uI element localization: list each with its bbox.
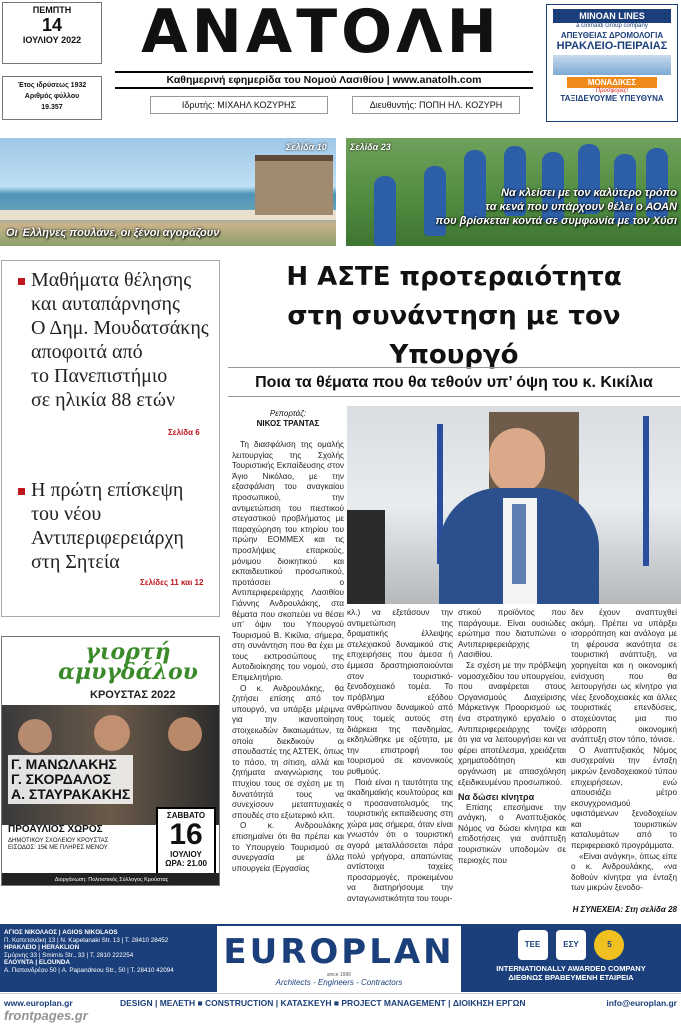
office-line: Α. Παπανδρέου 50 | A. Papandreou Str., 50 | T. 28410 42094 xyxy=(4,966,174,974)
player-figure xyxy=(374,176,396,246)
poster-date-month: ΙΟΥΛΙΟΥ xyxy=(170,850,202,859)
article-paragraph: Ο Αναπτυξιακός Νόμος συσχεραίνει την ένταξη μικρών ξενοδοχειακού τύπου επιχειρήσεων, ενώ απουσιάζει μέτρο εκσυγχρονισμού υφιστάμενων ξενοδοχείων και τουριστικών καταλυμάτων από το περιφερειακό προγράμματα. xyxy=(571,745,677,851)
poster-organizer: Διοργάνωση: Πολιτιστικός Σύλλογος Κρούστας xyxy=(2,873,220,886)
award-badge: ΕΣΥ xyxy=(556,930,586,960)
side1-line-text: Μαθήματα θέλησης xyxy=(31,269,192,291)
side1-line xyxy=(18,268,214,292)
poster-date-num: 16 xyxy=(169,818,203,851)
minoan-line4: Προσφορές! xyxy=(595,88,629,94)
villa-image xyxy=(255,155,333,215)
poster-year: ΚΡΟΥΣΤΑΣ 2022 xyxy=(90,689,176,701)
poster-name: Γ. ΣΚΟΡΔΑΛΟΣ xyxy=(11,771,112,787)
office-line: Σμύρνης 33 | Smirnis Str., 33 | T. 2810 222254 xyxy=(4,951,134,959)
reporter-name: ΝΙΚΟΣ ΤΡΑΝΤΑΣ xyxy=(256,419,320,428)
europlan-website-link[interactable]: www.europlan.gr xyxy=(4,998,73,1008)
article-paragraph: δεν έχουν αναπτυχθεί ακόμη. Πρέπει να υπάρξει ισορρόπηση και ανάλογα με τη φέρουσα ικανότητα σε τουριστική ανάπτυξη, να χορηγείται και η οικονομική ενίσχυση που θα λειτουργήσει ως κίνητρο για νέες ξενοδοχειακές και άλλες τουριστικές επενδύσεις, στοχεύοντας μια πιο ισόρροπη οικονομική ανάπτυξη στον τόπο, τόνισε. xyxy=(571,608,677,745)
day-number: 14 xyxy=(41,15,63,35)
minoan-lines-ad[interactable] xyxy=(546,4,678,122)
poster-date-day: ΣΑΒΒΑΤΟ xyxy=(166,811,206,820)
poster-venue: ΠΡΟΑΥΛΙΟΣ ΧΩΡΟΣ xyxy=(8,824,103,835)
poster-venue-line: ΔΗΜΟΤΙΚΟΥ ΣΧΟΛΕΙΟΥ ΚΡΟΥΣΤΑΣ xyxy=(8,838,109,844)
monitor-image xyxy=(347,510,385,604)
poster-name: Γ. ΜΑΝΩΛΑΚΗΣ xyxy=(11,756,117,772)
poster-title-line: γιορτή xyxy=(85,639,171,665)
teaser2-caption-line: που βρίσκεται κοντά σε συμφωνία με τον Χύσι xyxy=(435,215,677,227)
article-paragraph: Ποιά είναι η ταυτότητα της ακαδημαϊκής κουλτούρας και ο προσανατολισμός της τουριστικής εκπαίδευσης στη χώρα μας σήμερα, όταν είναι γνωστόν ότι ο τουριστική αγορά μεταλλάσσεται πάρα πολύ γρήγορα, απαιτώντας αντίστοιχα ταχείες προσαρμογές, προκειμένου να διατηρήσουμε την ανταγωνιστικότητα του τουρι- xyxy=(347,777,453,904)
teaser2-page: Σελίδα 23 xyxy=(350,142,391,152)
side2-line-text: Η πρώτη επίσκεψη xyxy=(31,479,184,501)
minoan-line3: ΜΟΝΑΔΙΚΕΣ xyxy=(567,77,657,88)
poster-date-box xyxy=(156,807,216,875)
europlan-logo xyxy=(218,926,460,992)
flag-icon xyxy=(643,416,649,566)
office-line: ΑΓΙΟΣ ΝΙΚΟΛΑΟΣ | AGIOS NIKOLAOS xyxy=(4,929,118,936)
article-paragraph: «Είναι ανάγκη», όπως είπε ο κ. Ανδρουλάκης, «να δοθούν κίνητρα για ένταξη των μικρών ξενοδο- xyxy=(571,851,677,893)
teaser2-caption xyxy=(435,186,677,228)
award-badges xyxy=(461,926,681,964)
issue-info-box xyxy=(2,76,102,120)
month-year: ΙΟΥΛΙΟΥ 2022 xyxy=(22,35,82,45)
minister-photo xyxy=(347,406,681,604)
article-column-1 xyxy=(232,440,344,874)
founder-label: Ιδρυτής: ΜΙΧΑΗΛ ΚΟΖΥΡΗΣ xyxy=(150,96,328,114)
minoan-logo: MINOAN LINES xyxy=(553,9,671,23)
masthead-title: ΑΝΑΤΟΛΗ xyxy=(141,0,501,67)
teaser1-caption: Οι Έλληνες πουλάνε, οι ξένοι αγοράζουν xyxy=(6,227,220,239)
bullet-icon xyxy=(18,278,25,285)
minoan-line2: ΗΡΑΚΛΕΙΟ-ΠΕΙΡΑΙΑΣ xyxy=(556,40,668,52)
europlan-accent: Architects - Engineers - Contractors xyxy=(275,978,403,987)
article-paragraph: Επίσης επεσήμανε την ανάγκη, ο Αναπτυξιακός Νόμος να δώσει κίνητρα και επιδοτήσεις για ανάπτυξη τουριστικών υποδομών σε περιοχές που xyxy=(458,802,566,865)
poster-title-line: αμυγδάλου xyxy=(58,659,198,685)
article-column-4 xyxy=(571,608,677,894)
europlan-awards xyxy=(461,926,681,992)
teaser1-page: Σελίδα 10 xyxy=(286,142,327,152)
award-line1: INTERNATIONALLY AWARDED COMPANY xyxy=(496,964,646,973)
reporter-label: Ρεπορτάζ: xyxy=(269,409,307,418)
reporter-byline xyxy=(232,409,344,429)
date-box xyxy=(2,2,102,64)
office-line: ΕΛΟΥΝΤΑ | ELOUNDA xyxy=(4,959,71,967)
article-column-3 xyxy=(458,608,566,866)
side1-line: και αυταπάρνησης xyxy=(31,293,180,315)
award-line2: ΔΙΕΘΝΩΣ ΒΡΑΒΕΥΜΕΝΗ ΕΤΑΙΡΕΙΑ xyxy=(508,973,634,982)
musician-face xyxy=(168,717,202,751)
teaser2-caption-line: Να κλείσει με τον καλύτερο τρόπο xyxy=(501,187,677,199)
europlan-services-bar xyxy=(0,993,681,1011)
poster-name: Α. ΣΤΑΥΡΑΚΑΚΗΣ xyxy=(11,786,131,802)
award-badge: 5 xyxy=(594,930,624,960)
article-subhead: Να δώσει κίνητρα xyxy=(458,792,535,803)
europlan-services: DESIGN | ΜΕΛΕΤΗ ■ CONSTRUCTION | ΚΑΤΑΣΚΕΥΗ ■ PROJECT MANAGEMENT | ΔΙΟΙΚΗΣΗ ΕΡΓΩΝ xyxy=(120,998,526,1008)
headline-line: Η ΑΣΤΕ προτεραιότητα xyxy=(286,262,622,292)
poster-time: ΩΡΑ: 21.00 xyxy=(165,859,207,868)
continued-note[interactable]: Η ΣΥΝΕΧΕΙΑ: Στη σελίδα 28 xyxy=(572,905,677,914)
musician-face xyxy=(94,715,130,751)
founded-year: Έτος ιδρύσεως 1932 xyxy=(17,82,87,89)
office-line: ΗΡΑΚΛΕΙΟ | HERAKLION xyxy=(4,944,80,952)
side1-line: το Πανεπιστήμιο xyxy=(31,365,168,387)
side2-line: Αντιπεριφερειάρχη xyxy=(31,527,184,549)
face-image xyxy=(489,428,545,494)
side2-line xyxy=(18,478,214,502)
watermark: frontpages.gr xyxy=(4,1008,88,1023)
side2-line: στη Σητεία xyxy=(31,551,120,573)
article-paragraph: Ο κ. Ανδρουλάκης επισημαίνει ότι θα πρέπει και το Υπουργείο Τουρισμού σε συνεργασία με άλλα υπουργεία (Εργασίας xyxy=(232,821,344,873)
side-story-1[interactable] xyxy=(18,268,214,412)
main-headline[interactable] xyxy=(228,258,680,370)
europlan-email-link[interactable]: info@europlan.gr xyxy=(606,998,677,1008)
minoan-sub: a Grimaldi Group company xyxy=(576,23,648,29)
side1-line: Ο Δημ. Μουδατσάκης xyxy=(31,317,209,339)
europlan-since: since 1996 xyxy=(326,972,352,978)
europlan-offices xyxy=(0,926,217,992)
minoan-line5: ΤΑΞΙΔΕΥΟΥΜΕ ΥΠΕΥΘΥΝΑ xyxy=(560,94,664,103)
article-column-2 xyxy=(347,608,453,905)
headline-line: στη συνάντηση με τον Υπουργό xyxy=(287,301,621,370)
article-paragraph: κλ.) να εξετάσουν την αντιμετώπιση της δραματικής έλλειψης στελεχιακού δυναμικού στις επιχειρήσεις που άμεσα ή έμμεσα δραστηριοποιούνται στον τουριστικό- ξενοδοχειακό τομέα. Το πρόβλημα εξόδου ανθρώπινου δυναμικού από τους τομείς αυτούς στη διάρκεια της πανδημίας, εκδηλώθηκε με οξύτητα, με την επιστροφή του τουρισμού σε κανονικούς ρυθμούς. xyxy=(347,608,453,776)
director-label: Διευθυντής: ΠΟΠΗ ΗΛ. ΚΟΖΥΡΗ xyxy=(352,96,520,114)
almond-festival-poster[interactable] xyxy=(1,636,220,886)
side-story-2[interactable] xyxy=(18,478,214,574)
ship-image xyxy=(553,55,671,75)
article-paragraph: Σε σχέση με την πρόβλεψη νομοσχεδίου του υπουργείου, που αναφέρεται στους Οργανισμούς Διαχείρισης Μάρκετινγκ Προορισμού ως ένα στρατηγικό εργαλείο ο Αντιπεριφερειάρχης τονίζει ότι για να λειτουργήσει και να φέρει αποτέλεσμα, χρειάζεται χρηματοδότηση και οργάνωση με απασχόληση εξειδικευμένου προσωπικού. xyxy=(458,660,566,787)
side1-line: αποφοιτά από xyxy=(31,341,143,363)
article-paragraph: Ο κ. Ανδρουλάκης, θα ζητήσει επίσης από τον υπουργό, να υπάρξει μέριμνα για την ικανοποίηση στοιχειωδών δικαιωμάτων, τα οποία διεκδικούν οι σπουδαστές της ΑΣΤΕΚ, όπως το πάσο, τη σίτιση, αλλά και ζητήματα αναγνώρισης του πτυχίου τους σε σχέση με τη δυνατότητά τους να συνεχίσουν μεταπτυχιακές σπουδές στο εξωτερικό κλπ. xyxy=(232,683,344,820)
musician-face xyxy=(18,719,52,753)
article-paragraph: στικού προϊόντος που παράγουμε. Είναι ουσιώδες ερώτημα που διατυπώνει ο Αντιπεριφερειάρχης Λασιθίου. xyxy=(458,608,566,660)
poster-venue-line: ΕΙΣΟΔΟΣ: 15€ ΜΕ ΠΛΗΡΕΣ ΜΕΝΟΥ xyxy=(8,845,108,851)
europlan-brand: EUROPLAN xyxy=(223,932,455,972)
side2-line: του νέου xyxy=(31,503,102,525)
poster-venue-sub xyxy=(8,838,108,852)
side1-page: Σελίδα 6 xyxy=(168,428,200,437)
office-line: Π. Καπετανάκη 13 | Ν. Kapetanaki Str. 13 | T. 28410 28452 xyxy=(4,936,169,944)
issue-label: Αριθμός φύλλου xyxy=(24,93,80,100)
poster-names xyxy=(8,755,133,804)
weekday: ΠΕΜΠΤΗ xyxy=(32,5,72,15)
article-paragraph: Τη διασφάλιση της ομαλής λειτουργίας της Σχολής Τουριστικής Εκπαίδευσης στον Άγιο Νικόλαο, με την εξασφάλιση του αναγκαίου προσωπικού, την αντιμετώπιση του πιεστικού στεγαστικού προβλήματος με παραχώρηση του κτηρίου του πρώην ΕΟΜΜΕΧ και τις προσλήψεις επαρκούς, μόνιμου διοικητικού και εκπαιδευτικού προσωπικού, προτάσσει ο Αντιπεριφερειάρχης Λασιθίου Γιάννης Ανδρουλάκης, στα θέματα που σκοπεύει να θέσει υπ’ όψιν του Υπουργού Τουρισμού Β. Κικίλια, σήμερα, στη συνάντηση που θα έχει με τους εκπροσώπους της Αυτοδιοίκησης του νομού, στο Επιμελητήριο. xyxy=(232,440,344,683)
masthead-tagline: Καθημερινή εφημερίδα του Νομού Λασιθίου | www.anatolh.com xyxy=(115,71,533,89)
teaser2-caption-line: τα κενά που υπάρχουν θέλει ο ΑΟΑΝ xyxy=(485,201,677,213)
bullet-icon xyxy=(18,488,25,495)
minoan-line1: ΑΠΕΥΘΕΙΑΣ ΔΡΟΜΟΛΟΓΙΑ xyxy=(560,31,664,40)
tie-image xyxy=(512,504,526,584)
poster-title xyxy=(58,639,198,685)
issue-number: 19.357 xyxy=(41,104,63,111)
award-badge: ΤΕΕ xyxy=(518,930,548,960)
side1-line: σε ηλικία 88 ετών xyxy=(31,389,176,411)
side2-page: Σελίδες 11 και 12 xyxy=(140,578,204,587)
main-subheadline: Ποια τα θέματα που θα τεθούν υπ’ όψη του κ. Κικίλια xyxy=(228,367,680,397)
